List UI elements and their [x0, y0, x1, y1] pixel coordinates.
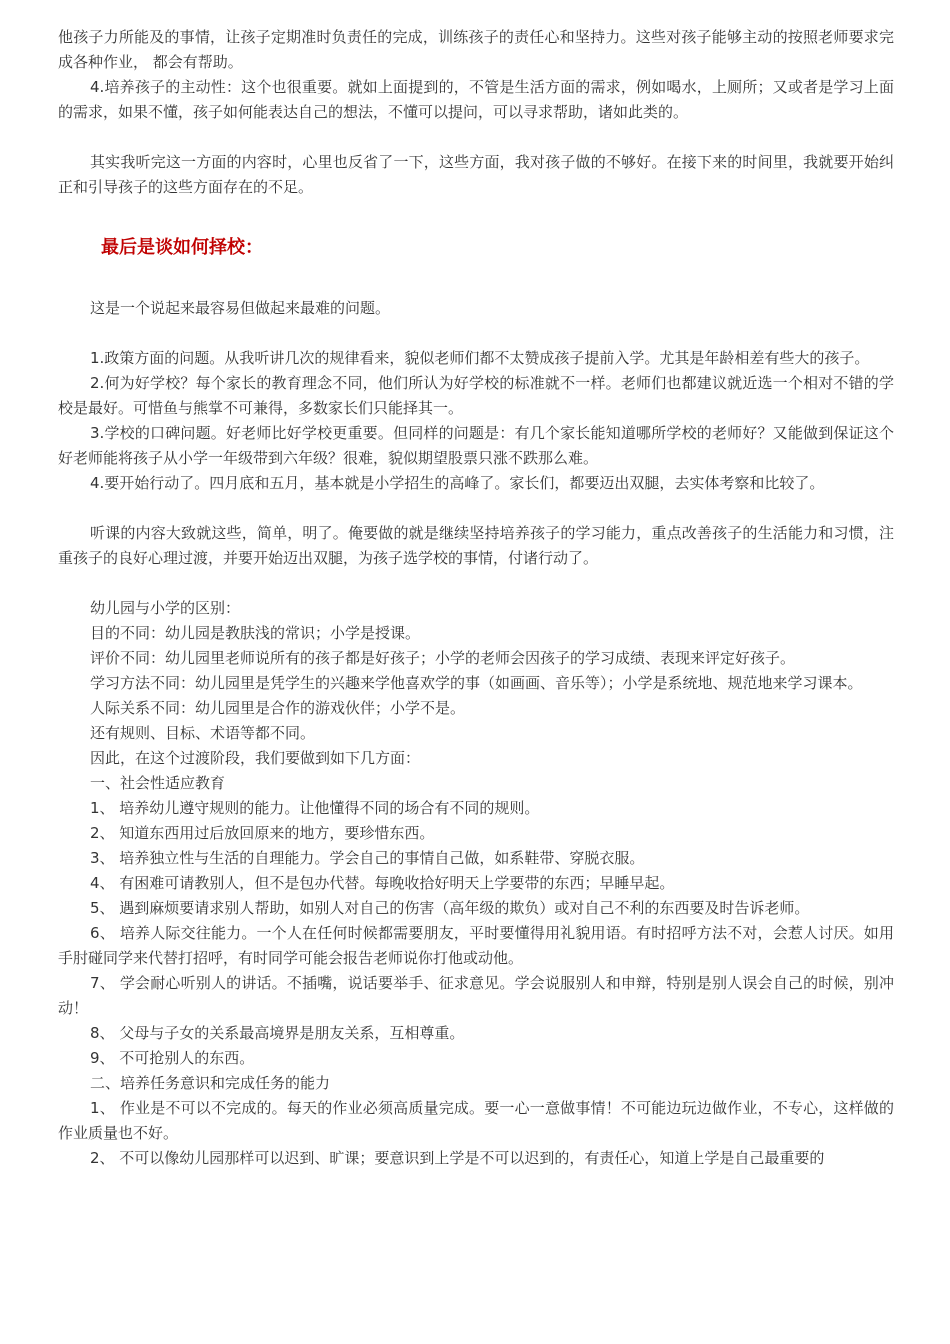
paragraph-continuation: 他孩子力所能及的事情，让孩子定期准时负责任的完成，训练孩子的责任心和坚持力。这些对孩子能够主动的按照老师要求完成各种作业， 都会有帮助。	[58, 28, 894, 71]
heading-block	[58, 200, 894, 296]
paragraph-initiative: 4.培养孩子的主动性：这个也很重要。就如上面提到的，不管是生活方面的需求，例如喝水，上厕所；又或者是学习上面的需求，如果不懂，孩子如何能表达自己的想法，不懂可以提问，可以寻求帮助，诸如此类的。	[58, 78, 894, 121]
line-learning-method: 学习方法不同：幼儿园里是凭学生的兴趣来学他喜欢学的事（如画画、音乐等）；小学是系统地、规范地来学习课本。	[90, 674, 863, 692]
spacer	[58, 571, 894, 596]
line-relationships: 人际关系不同：幼儿园里是合作的游戏伙伴；小学不是。	[90, 699, 466, 717]
list-item: 1、 培养幼儿遵守规则的能力。让他懂得不同的场合有不同的规则。	[90, 799, 540, 817]
subheading-task: 二、培养任务意识和完成任务的能力	[90, 1074, 331, 1092]
list-item: 9、 不可抢别人的东西。	[90, 1049, 255, 1067]
list-item: 8、 父母与子女的关系最高境界是朋友关系，互相尊重。	[90, 1024, 465, 1042]
section-heading-school-choice: 最后是谈如何择校：	[101, 237, 263, 258]
list-item-good-school: 2.何为好学校？每个家长的教育理念不同，他们所认为好学校的标准就不一样。老师们也都建议就近选一个相对不错的学校是最好。可惜鱼与熊掌不可兼得，多数家长们只能择其一。	[58, 374, 894, 417]
list-item: 2、 不可以像幼儿园那样可以迟到、旷课；要意识到上学是不可以迟到的，有责任心，知道上学是自己最重要的	[90, 1149, 825, 1167]
list-item: 5、 遇到麻烦要请求别人帮助，如别人对自己的伤害（高年级的欺负）或对自己不利的东西要及时告诉老师。	[90, 899, 810, 917]
list-item: 6、 培养人际交往能力。一个人在任何时候都需要朋友，平时要懂得用礼貌用语。有时招呼方法不对，会惹人讨厌。如用手肘碰同学来代替打招呼，有时同学可能会报告老师说你打他或动他。	[58, 924, 894, 967]
list-item-reputation: 3.学校的口碑问题。好老师比好学校更重要。但同样的问题是：有几个家长能知道哪所学校的老师好？又能做到保证这个好老师能将孩子从小学一年级带到六年级？很难，貌似期望股票只涨不跌那么难。	[58, 424, 894, 467]
list-item-policy: 1.政策方面的问题。从我听讲几次的规律看来，貌似老师们都不太赞成孩子提前入学。尤其是年龄相差有些大的孩子。	[90, 349, 870, 367]
paragraph-summary: 听课的内容大致就这些，简单，明了。俺要做的就是继续坚持培养孩子的学习能力，重点改善孩子的生活能力和习惯，注重孩子的良好心理过渡，并要开始迈出双腿，为孩子选学校的事情，付诸行动了。	[58, 524, 894, 567]
list-item: 1、 作业是不可以不完成的。每天的作业必须高质量完成。要一心一意做事情！不可能边玩边做作业，不专心，这样做的作业质量也不好。	[58, 1099, 894, 1142]
document-page	[58, 25, 894, 1171]
spacer	[58, 125, 894, 150]
paragraph-reflection: 其实我听完这一方面的内容时，心里也反省了一下，这些方面，我对孩子做的不够好。在接下来的时间里，我就要开始纠正和引导孩子的这些方面存在的不足。	[58, 153, 894, 196]
list-item: 2、 知道东西用过后放回原来的地方，要珍惜东西。	[90, 824, 435, 842]
paragraph-intro: 这是一个说起来最容易但做起来最难的问题。	[90, 299, 391, 317]
line-transition: 因此，在这个过渡阶段，我们要做到如下几方面：	[90, 749, 421, 767]
list-item: 3、 培养独立性与生活的自理能力。学会自己的事情自己做，如系鞋带、穿脱衣服。	[90, 849, 645, 867]
spacer	[58, 496, 894, 521]
line-difference-title: 幼儿园与小学的区别：	[90, 599, 241, 617]
spacer	[58, 321, 894, 346]
line-evaluation: 评价不同：幼儿园里老师说所有的孩子都是好孩子；小学的老师会因孩子的学习成绩、表现来评定好孩子。	[90, 649, 796, 667]
list-item-take-action: 4.要开始行动了。四月底和五月，基本就是小学招生的高峰了。家长们，都要迈出双腿，去实体考察和比较了。	[90, 474, 825, 492]
subheading-social: 一、社会性适应教育	[90, 774, 226, 792]
list-item: 7、 学会耐心听别人的讲话。不插嘴，说话要举手、征求意见。学会说服别人和申辩，特别是别人误会自己的时候，别冲动！	[58, 974, 894, 1017]
line-purpose: 目的不同：幼儿园是教肤浅的常识；小学是授课。	[90, 624, 421, 642]
line-rules: 还有规则、目标、术语等都不同。	[90, 724, 316, 742]
list-item: 4、 有困难可请教别人，但不是包办代替。每晚收拾好明天上学要带的东西；早睡早起。	[90, 874, 675, 892]
